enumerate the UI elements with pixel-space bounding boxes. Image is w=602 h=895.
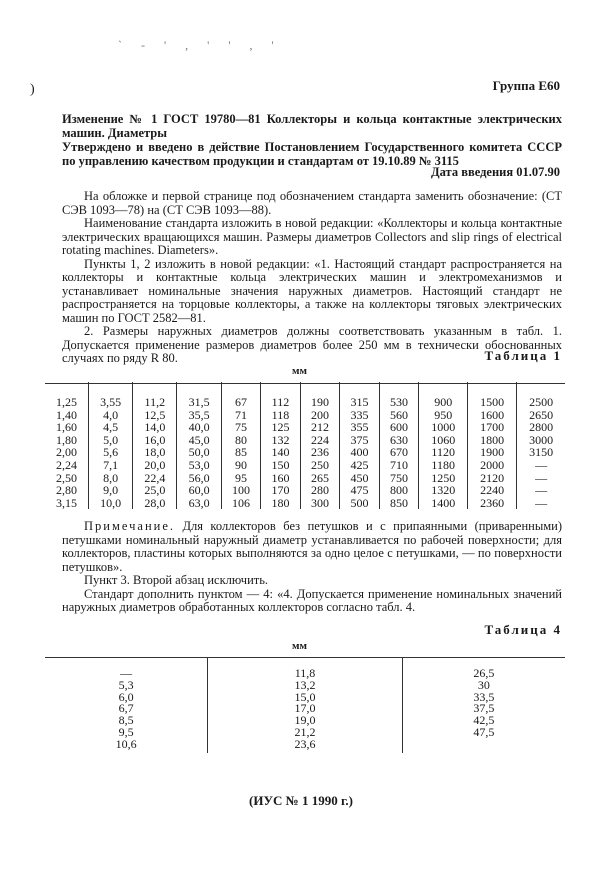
table1-cell: 20,0: [144, 457, 166, 472]
table4-cell: 37,5: [473, 701, 495, 716]
table1-cell: 2650: [529, 407, 554, 422]
table4-cell: 19,0: [294, 713, 316, 728]
table1-cell: 2,80: [55, 483, 77, 498]
table4-cell: 10,6: [115, 736, 137, 751]
table1-cell: 71: [234, 407, 247, 422]
table1-cell: 335: [350, 407, 369, 422]
table1-column: [379, 382, 419, 509]
paragraph: 2. Размеры наружных диаметров должны соответствовать указанным в табл. 1. Допускается применение размеров диаметров более 250 мм в технически обоснованных случаях по ряду R 80.: [62, 324, 562, 365]
table1-cell: 45,0: [188, 432, 210, 447]
table1-cell: 600: [389, 420, 408, 435]
table1-cell: —: [535, 470, 548, 485]
effective-date: Дата введения 01.07.90: [431, 165, 560, 179]
table1-cell: 375: [350, 432, 369, 447]
table1-cell: 236: [310, 445, 329, 460]
table4-cell: 21,2: [294, 724, 316, 739]
table1-cell: 12,5: [144, 407, 166, 422]
table1-cell: 224: [310, 432, 329, 447]
table1-cell: 3150: [529, 445, 554, 460]
table4-cell: 30: [477, 677, 490, 692]
table4-cell: 42,5: [473, 713, 495, 728]
table4-cell: 47,5: [473, 724, 495, 739]
table1-cell: 280: [310, 483, 329, 498]
table4-cell: 6,7: [118, 701, 134, 716]
table1-cell: 1000: [431, 420, 456, 435]
table1-cell: 150: [271, 457, 290, 472]
table1-cell: 900: [434, 395, 453, 409]
table1-column: [45, 382, 88, 509]
table1-cell: 53,0: [188, 457, 210, 472]
table1-cell: 160: [271, 470, 290, 485]
table1-cell: 500: [350, 495, 369, 510]
table1-cell: 425: [350, 457, 369, 472]
table1-cell: 300: [310, 495, 329, 510]
table4-cell: 9,5: [118, 724, 134, 739]
table1-cell: 2500: [529, 395, 554, 409]
table1-cell: 1250: [431, 470, 456, 485]
table1-cell: 2000: [480, 457, 505, 472]
table1-cell: 63,0: [188, 495, 210, 510]
table1-unit: мм: [292, 365, 307, 377]
table1-cell: 560: [389, 407, 408, 422]
table1-cell: 5,0: [103, 432, 119, 447]
table1-cell: 14,0: [144, 420, 166, 435]
table1-column: [88, 382, 132, 509]
table1-cell: 1120: [431, 445, 455, 460]
change-title: Изменение № 1 ГОСТ 19780—81 Коллекторы и кольца контактные электрических машин. Диаметры: [62, 112, 562, 140]
table1-cell: 10,0: [100, 495, 122, 510]
table1-cell: 800: [389, 483, 408, 498]
table1-cell: 90: [234, 457, 247, 472]
table4-cell: 26,5: [473, 666, 495, 680]
ius-reference: (ИУС № 1 1990 г.): [249, 793, 353, 808]
table4-cell: —: [120, 666, 133, 680]
table1-column: [221, 382, 261, 509]
table1-cell: 60,0: [188, 483, 210, 498]
table1-cell: 2,00: [55, 445, 77, 460]
table1-cell: 11,2: [144, 395, 166, 409]
table1-cell: 180: [271, 495, 290, 510]
table1-cell: 7,1: [103, 457, 119, 472]
paragraph: Стандарт дополнить пунктом — 4: «4. Допускается применение номинальных значений наружных диаметров обработанных коллекторов согласно табл. 4.: [62, 586, 562, 614]
table1-cell: 1400: [431, 495, 456, 510]
group-label: Группа Е60: [492, 78, 560, 93]
paragraph: На обложке и первой странице под обозначением стандарта заменить обозначение: (СТ СЭВ 1093—78) на (СТ СЭВ 1093—88).: [62, 189, 562, 217]
table4-cell: 23,6: [294, 736, 316, 751]
table1-cell: 2800: [529, 420, 554, 435]
table1-cell: 4,0: [103, 407, 119, 422]
table1-cell: 9,0: [103, 483, 119, 498]
table1-cell: 1,40: [55, 407, 77, 422]
table1-column: [261, 382, 301, 509]
table1-cell: 1,60: [55, 420, 77, 435]
table1-cell: —: [535, 495, 548, 510]
table1-cell: 190: [310, 395, 329, 409]
table1-cell: 2,24: [55, 457, 77, 472]
approval-statement: Утверждено и введено в действие Постановлением Государственного комитета СССР по управлению качеством продукции и стандартам от 19.10.89 № 3115: [62, 140, 562, 168]
table1-column: [419, 382, 468, 509]
table4-cell: 15,0: [294, 689, 316, 704]
table1-cell: 50,0: [188, 445, 210, 460]
table1-cell: 3,55: [100, 395, 122, 409]
table1-cell: 80: [234, 432, 247, 447]
table1-cell: 3000: [529, 432, 554, 447]
table1-cell: 400: [350, 445, 369, 460]
body-text: [62, 190, 562, 366]
table1-cell: 630: [389, 432, 408, 447]
table1-cell: 25,0: [144, 483, 166, 498]
table1-cell: 1800: [480, 432, 505, 447]
table1-cell: 710: [389, 457, 408, 472]
table1-cell: 106: [231, 495, 250, 510]
table4-cell: 8,5: [118, 713, 134, 728]
paragraph: Пункты 1, 2 изложить в новой редакции: «1. Настоящий стандарт распространяется на коллекторы и контактные кольца электрических машин и электромеханизмов и устанавливает номинальные значения наружных диаметров. Настоящий стандарт не распространяется на торцовые коллекторы, а также на коллекторы тяговых электрических машин по ГОСТ 2582—81.: [62, 256, 562, 325]
table1-cell: 31,5: [188, 395, 210, 409]
table1-cell: 1700: [480, 420, 505, 435]
table1-cell: 250: [310, 457, 329, 472]
table1-cell: 22,4: [144, 470, 166, 485]
table4-cell: 13,2: [294, 677, 316, 692]
table1-row: [45, 382, 565, 509]
table1-cell: 200: [310, 407, 329, 422]
table1-cell: 670: [389, 445, 408, 460]
table4-column: [402, 658, 565, 753]
table1-cell: 112: [271, 395, 290, 409]
table1-cell: 1,80: [55, 432, 77, 447]
table1-cell: 125: [271, 420, 290, 435]
table4-cell: 11,8: [294, 666, 316, 680]
table1-cell: 355: [350, 420, 369, 435]
note-label: Примечание.: [84, 519, 176, 533]
table1-cell: 750: [389, 470, 408, 485]
scan-specks: ` - ' , ' ' , ': [118, 38, 282, 52]
table1-cell: 1600: [480, 407, 505, 422]
table1-cell: 118: [271, 407, 290, 422]
table1-column: [517, 382, 565, 509]
table1-cell: 95: [234, 470, 247, 485]
table1-cell: 1500: [480, 395, 505, 409]
table1-column: [340, 382, 380, 509]
table1-cell: 1060: [431, 432, 456, 447]
table1-cell: 40,0: [188, 420, 210, 435]
table1-cell: 2,50: [55, 470, 77, 485]
table1-column: [133, 382, 177, 509]
table4-column: [208, 658, 402, 753]
table1-cell: 85: [234, 445, 247, 460]
table1-cell: 5,6: [103, 445, 119, 460]
table1-cell: 1320: [431, 483, 456, 498]
table4: [45, 658, 565, 753]
margin-mark: ): [30, 82, 35, 97]
paragraph: Пункт 3. Второй абзац исключить.: [84, 573, 269, 587]
table1-cell: 56,0: [188, 470, 210, 485]
table1-cell: 1180: [431, 457, 455, 472]
table1-column: [177, 382, 221, 509]
table1-cell: 18,0: [144, 445, 166, 460]
table1-cell: 450: [350, 470, 369, 485]
table4-cell: [404, 739, 564, 751]
paragraph: Наименование стандарта изложить в новой редакции: «Коллекторы и кольца контактные электрических вращающихся машин. Размеры диаметров Collectors and slip rings of electrical rotating machines. Diameters».: [62, 216, 562, 257]
table1-cell: —: [535, 457, 548, 472]
table1-cell: 530: [389, 395, 408, 409]
table1: [45, 382, 565, 509]
table1-cell: 950: [434, 407, 453, 422]
table4-row: [45, 658, 565, 753]
table1-cell: 3,15: [55, 495, 77, 510]
table1-cell: 850: [389, 495, 408, 510]
table1-cell: 67: [234, 395, 247, 409]
table1-cell: 1900: [480, 445, 505, 460]
table1-column: [468, 382, 517, 509]
table1-cell: 75: [234, 420, 247, 435]
table4-cell: 5,3: [118, 677, 134, 692]
table1-cell: 212: [310, 420, 329, 435]
table1-cell: 132: [271, 432, 290, 447]
note: [62, 520, 562, 574]
table4-column: [45, 658, 208, 753]
table1-cell: 28,0: [144, 495, 166, 510]
table1-cell: 4,5: [103, 420, 119, 435]
table1-cell: 2120: [480, 470, 505, 485]
table1-cell: 100: [231, 483, 250, 498]
table1-cell: 35,5: [188, 407, 210, 422]
table1-label: Таблица 1: [484, 348, 562, 363]
table4-cell: 33,5: [473, 689, 495, 704]
table1-cell: 170: [271, 483, 290, 498]
table1-cell: 16,0: [144, 432, 166, 447]
table1-cell: 1,25: [55, 395, 77, 409]
table4-unit: мм: [292, 640, 307, 652]
table1-cell: 2240: [480, 483, 505, 498]
table4-cell: 6,0: [118, 689, 134, 704]
note-text: Для коллекторов без петушков и с припаянными (приваренными) петушками номинальный наружный диаметр устанавливается по рабочей поверхности; для коллекторов, пластины которых выполняются за одно целое с петушками, — по поверхности петушков».: [62, 519, 562, 574]
table1-column: [300, 382, 340, 509]
table1-cell: 265: [310, 470, 329, 485]
table1-cell: 8,0: [103, 470, 119, 485]
table1-cell: 315: [350, 395, 369, 409]
table1-cell: —: [535, 483, 548, 498]
after-table1-text: [62, 520, 562, 615]
table4-cell: 17,0: [294, 701, 316, 716]
table1-cell: 2360: [480, 495, 505, 510]
table1-cell: 140: [271, 445, 290, 460]
table4-label: Таблица 4: [484, 622, 562, 637]
table1-cell: 475: [350, 483, 369, 498]
